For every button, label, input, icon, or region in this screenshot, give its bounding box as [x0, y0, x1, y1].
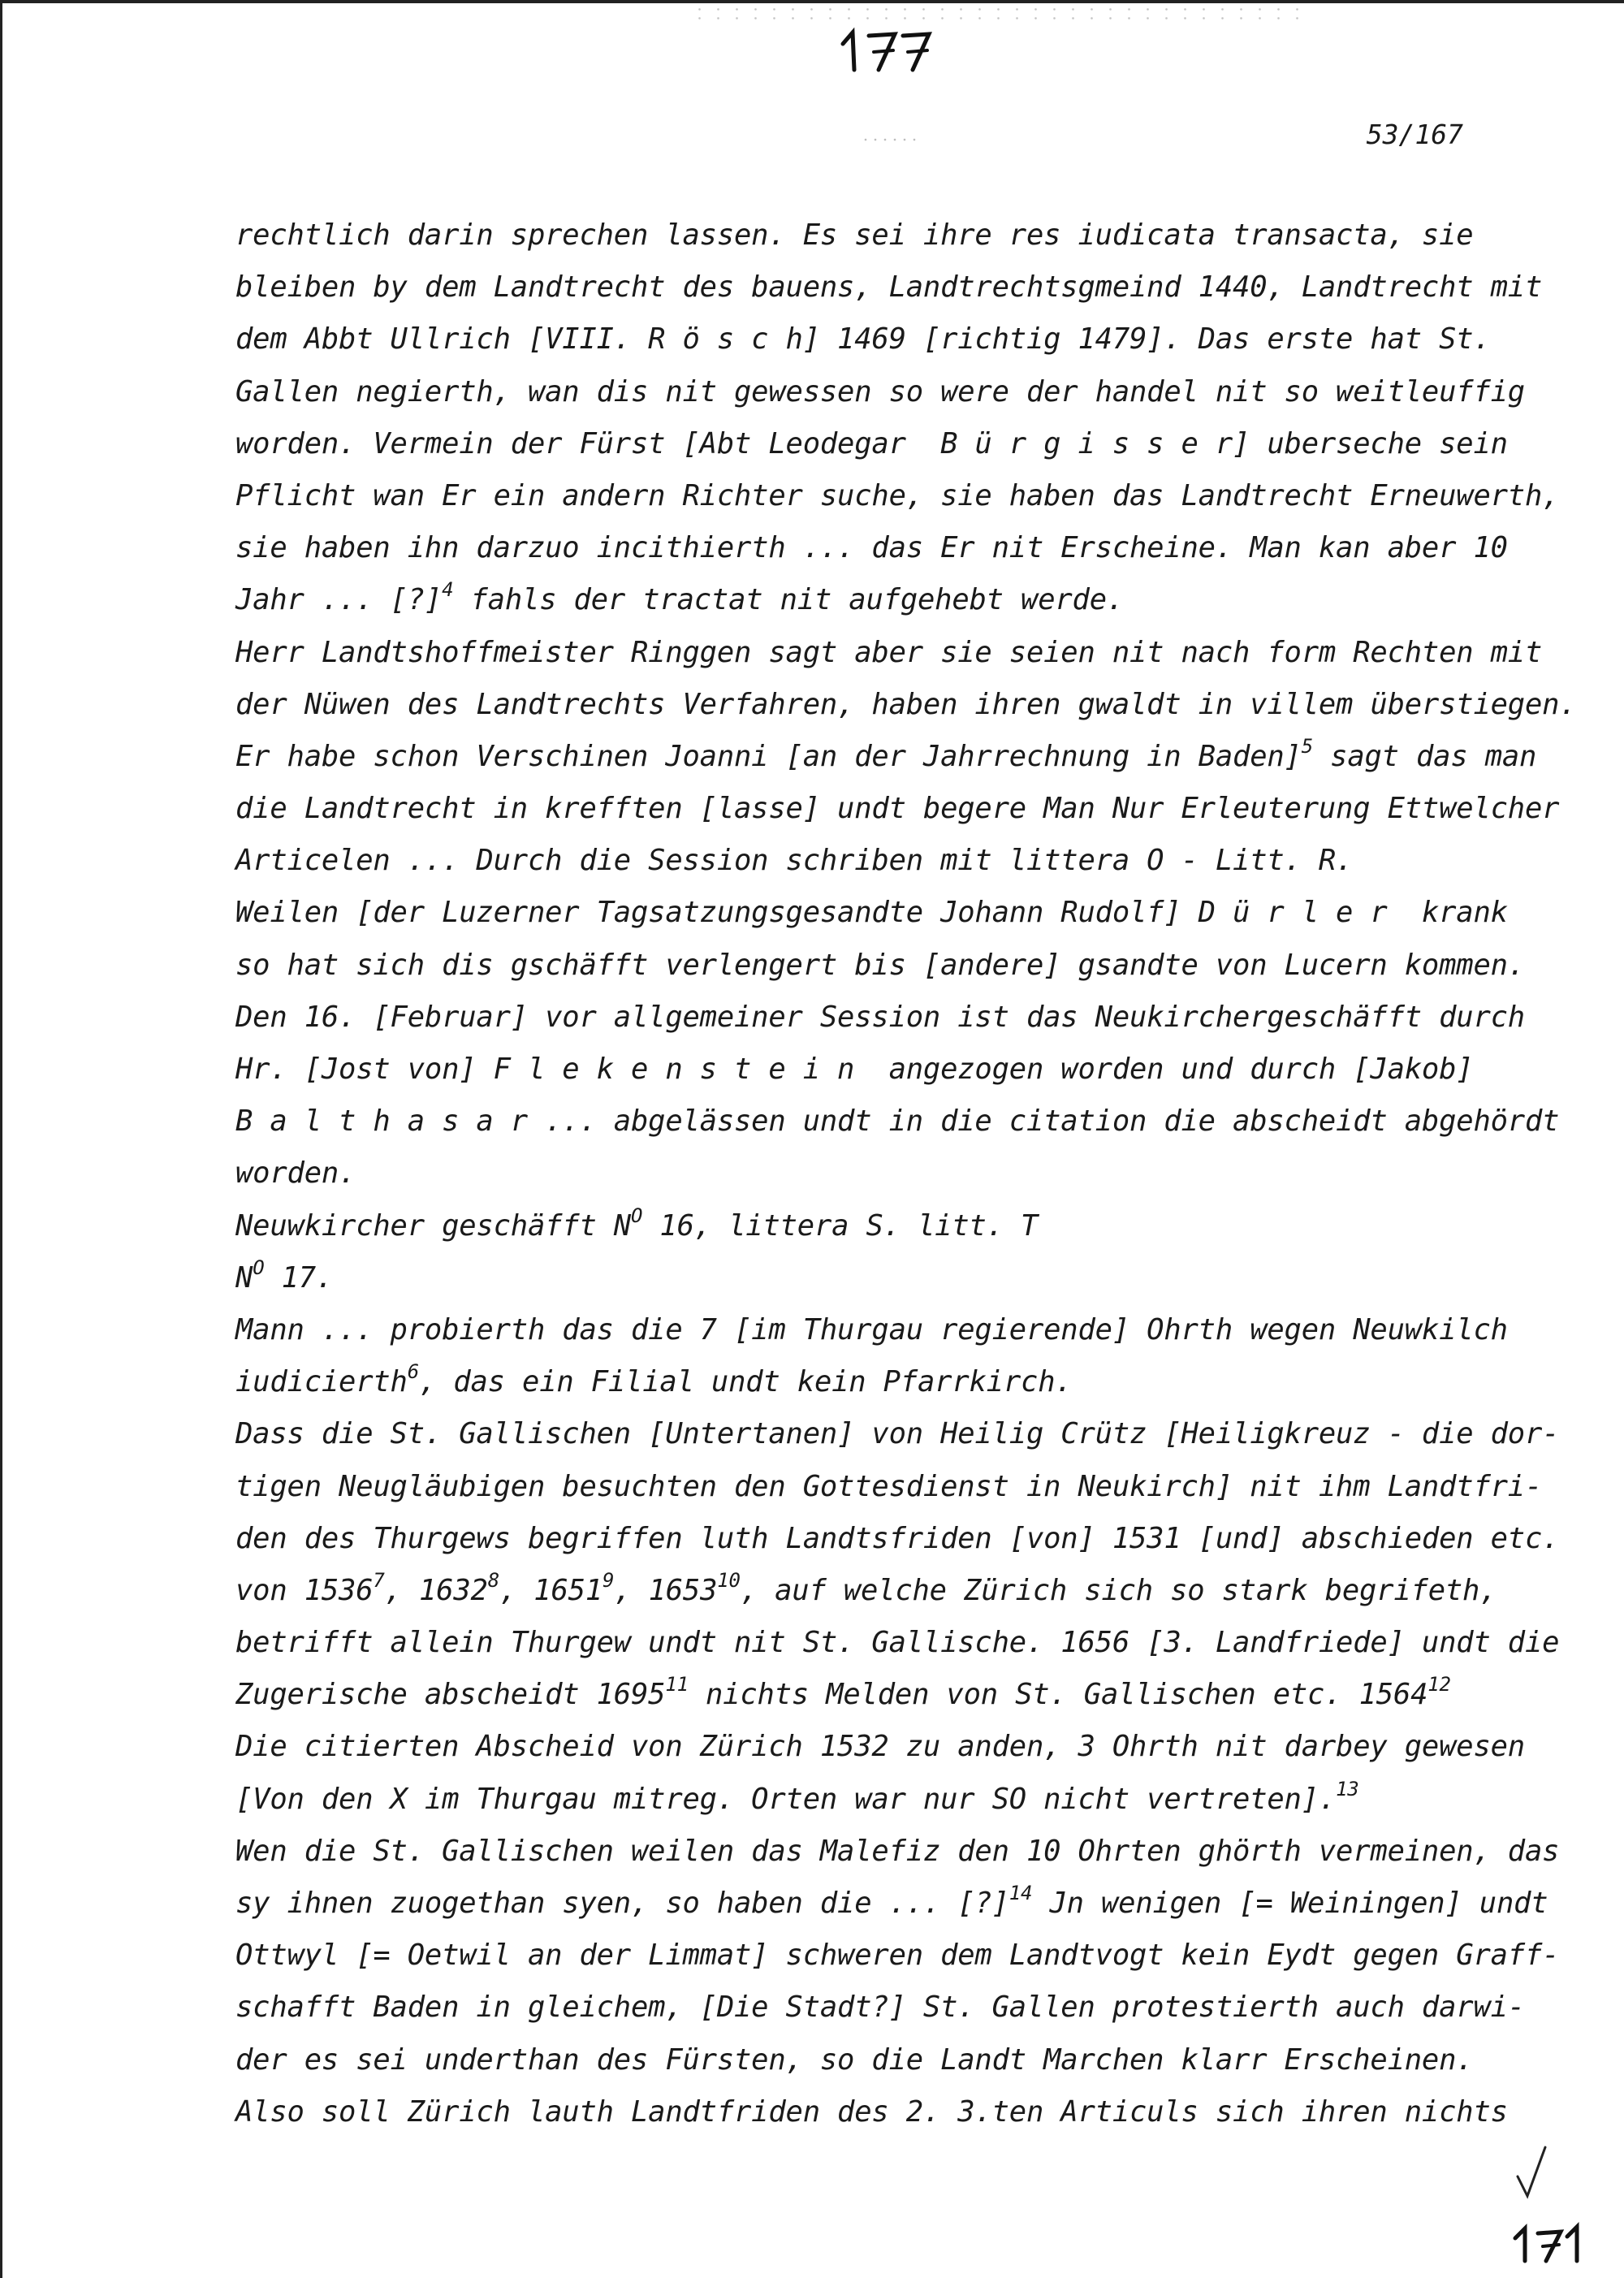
- footnote-marker: 7: [373, 1568, 385, 1592]
- footnote-marker: 14: [1009, 1882, 1033, 1904]
- text-line: betrifft allein Thurgew undt nit St. Gallische. 1656 [3. Landfriede] undt die: [235, 1626, 1560, 1660]
- text-line: die Landtrecht in krefften [lasse] undt begere Man Nur Erleuterung Ettwelcher: [235, 792, 1560, 826]
- footnote-marker: 5: [1301, 734, 1313, 758]
- text-line: rechtlich darin sprechen lassen. Es sei ihre res iudicata transacta, sie: [235, 218, 1474, 252]
- handwritten-corner-number: [1510, 2217, 1592, 2266]
- text-segment: Jahr ... [?]: [235, 583, 443, 617]
- text-segment: [Von den X im Thurgau mitreg. Orten war nur SO nicht vertreten].: [235, 1782, 1337, 1816]
- text-line: sie haben ihn darzuo incithierth ... das Er nit Erscheine. Man kan aber 10: [235, 531, 1508, 565]
- text-line: [235, 1878, 1551, 1930]
- text-line: [235, 731, 1551, 783]
- text-line: Herr Landtshoffmeister Ringgen sagt aber sie seien nit nach form Rechten mit: [235, 635, 1543, 669]
- footnote-marker: 9: [602, 1568, 615, 1592]
- text-line: Wen die St. Gallischen weilen das Malefiz den 10 Ohrten ghörth vermeinen, das: [235, 1834, 1560, 1868]
- text-line: Also soll Zürich lauth Landtfriden des 2. 3.ten Articuls sich ihren nichts: [235, 2094, 1508, 2129]
- text-line: [235, 1774, 1551, 1826]
- footnote-marker: 4: [442, 578, 454, 602]
- text-segment: fahls der tractat nit aufgehebt werde.: [453, 583, 1125, 617]
- scan-border-top: [0, 0, 1624, 3]
- text-line: worden. Vermein der Fürst [Abt Leodegar B ü r g i s s e r] uberseche sein: [235, 426, 1508, 460]
- text-line: [235, 1252, 1551, 1304]
- text-line: Ottwyl [= Oetwil an der Limmat] schweren dem Landtvogt kein Eydt gegen Graff-: [235, 1939, 1560, 1973]
- text-line: Gallen negierth, wan dis nit gewessen so were der handel nit so weitleuffig: [235, 374, 1525, 408]
- text-line: [235, 574, 1551, 626]
- text-segment: Er habe schon Verschinen Joanni [an der Jahrrechnung in Baden]: [235, 739, 1302, 773]
- text-segment: N: [235, 1260, 253, 1295]
- text-line: Die citierten Abscheid von Zürich 1532 zu anden, 3 Ohrth nit darbey gewesen: [235, 1730, 1525, 1764]
- text-segment: , auf welche Zürich sich so stark begrifeth,: [740, 1573, 1497, 1607]
- reference-number: 53/167: [1366, 119, 1463, 150]
- text-segment: Zugerische abscheidt 1695: [235, 1678, 666, 1712]
- text-line: Pflicht wan Er ein andern Richter suche, sie haben das Landtrecht Erneuwerth,: [235, 478, 1560, 512]
- text-segment: von 1536: [235, 1573, 374, 1607]
- footnote-marker: 11: [665, 1673, 689, 1697]
- text-line: [235, 1669, 1551, 1721]
- scan-noise-dots: [861, 136, 918, 143]
- text-line: Mann ... probierth das die 7 [im Thurgau regierende] Ohrth wegen Neuwkilch: [235, 1312, 1508, 1346]
- text-line: Weilen [der Luzerner Tagsatzungsgesandte Johann Rudolf] D ü r l e r krank: [235, 896, 1508, 930]
- text-line: Den 16. [Februar] vor allgemeiner Session ist das Neukirchergeschäfft durch: [235, 1000, 1525, 1034]
- text-line: Articelen ... Durch die Session schriben mit littera O - Litt. R.: [235, 844, 1354, 878]
- footnote-marker: 13: [1336, 1777, 1359, 1800]
- text-line: [235, 1565, 1551, 1617]
- text-line: [235, 1200, 1551, 1252]
- text-line: der Nüwen des Landtrechts Verfahren, haben ihren gwaldt in villem überstiegen.: [235, 687, 1577, 721]
- footnote-marker: 12: [1427, 1673, 1451, 1697]
- typed-transcription: [235, 210, 1577, 2138]
- text-line: dem Abbt Ullrich [VIII. R ö s c h] 1469 [richtig 1479]. Das erste hat St.: [235, 322, 1491, 357]
- text-segment: , 1651: [499, 1573, 603, 1607]
- text-segment: Neuwkircher geschäfft N: [235, 1208, 631, 1243]
- text-segment: , 1653: [614, 1573, 718, 1607]
- text-line: [235, 1356, 1551, 1408]
- text-segment: sy ihnen zuogethan syen, so haben die ... [?]: [235, 1887, 1009, 1920]
- footnote-marker: 8: [487, 1568, 499, 1592]
- scan-noise: [690, 5, 1307, 23]
- text-segment: 16, littera S. litt. T: [642, 1208, 1039, 1243]
- text-line: bleiben by dem Landtrecht des bauens, Landtrechtsgmeind 1440, Landtrecht mit: [235, 270, 1543, 305]
- text-segment: sagt das man: [1312, 739, 1537, 773]
- footnote-marker: 10: [717, 1568, 741, 1592]
- check-mark-icon: [1506, 2144, 1555, 2201]
- text-segment: Jn wenigen [= Weiningen] undt: [1032, 1887, 1548, 1920]
- text-line: B a l t h a s a r ... abgelässen undt in die citation die abscheidt abgehördt: [235, 1104, 1560, 1139]
- scan-border-left: [0, 0, 2, 2278]
- text-segment: nichts Melden von St. Gallischen etc. 1564: [688, 1678, 1428, 1712]
- text-line: Dass die St. Gallischen [Untertanen] von Heilig Crütz [Heiligkreuz - die dor-: [235, 1417, 1560, 1451]
- footnote-marker: O: [253, 1256, 265, 1279]
- text-line: tigen Neugläubigen besuchten den Gottesdienst in Neukirch] nit ihm Landtfri-: [235, 1469, 1543, 1503]
- text-line: so hat sich dis gschäfft verlengert bis [andere] gsandte von Lucern kommen.: [235, 948, 1525, 982]
- text-line: den des Thurgews begriffen luth Landtsfriden [von] 1531 [und] abschieden etc.: [235, 1521, 1560, 1555]
- text-line: worden.: [235, 1156, 356, 1191]
- handwritten-folio-number: [836, 24, 942, 73]
- text-line: der es sei underthan des Fürsten, so die Landt Marchen klarr Erscheinen.: [235, 2042, 1474, 2077]
- text-segment: iudicierth: [235, 1365, 408, 1399]
- text-segment: 17.: [264, 1260, 334, 1295]
- footnote-marker: 6: [407, 1360, 419, 1384]
- text-line: schafft Baden in gleichem, [Die Stadt?] St. Gallen protestierth auch darwi-: [235, 1991, 1525, 2025]
- text-segment: , das ein Filial undt kein Pfarrkirch.: [418, 1365, 1073, 1399]
- text-line: Hr. [Jost von] F l e k e n s t e i n angezogen worden und durch [Jakob]: [235, 1053, 1474, 1086]
- text-segment: , 1632: [384, 1573, 488, 1607]
- footnote-marker: O: [630, 1204, 643, 1227]
